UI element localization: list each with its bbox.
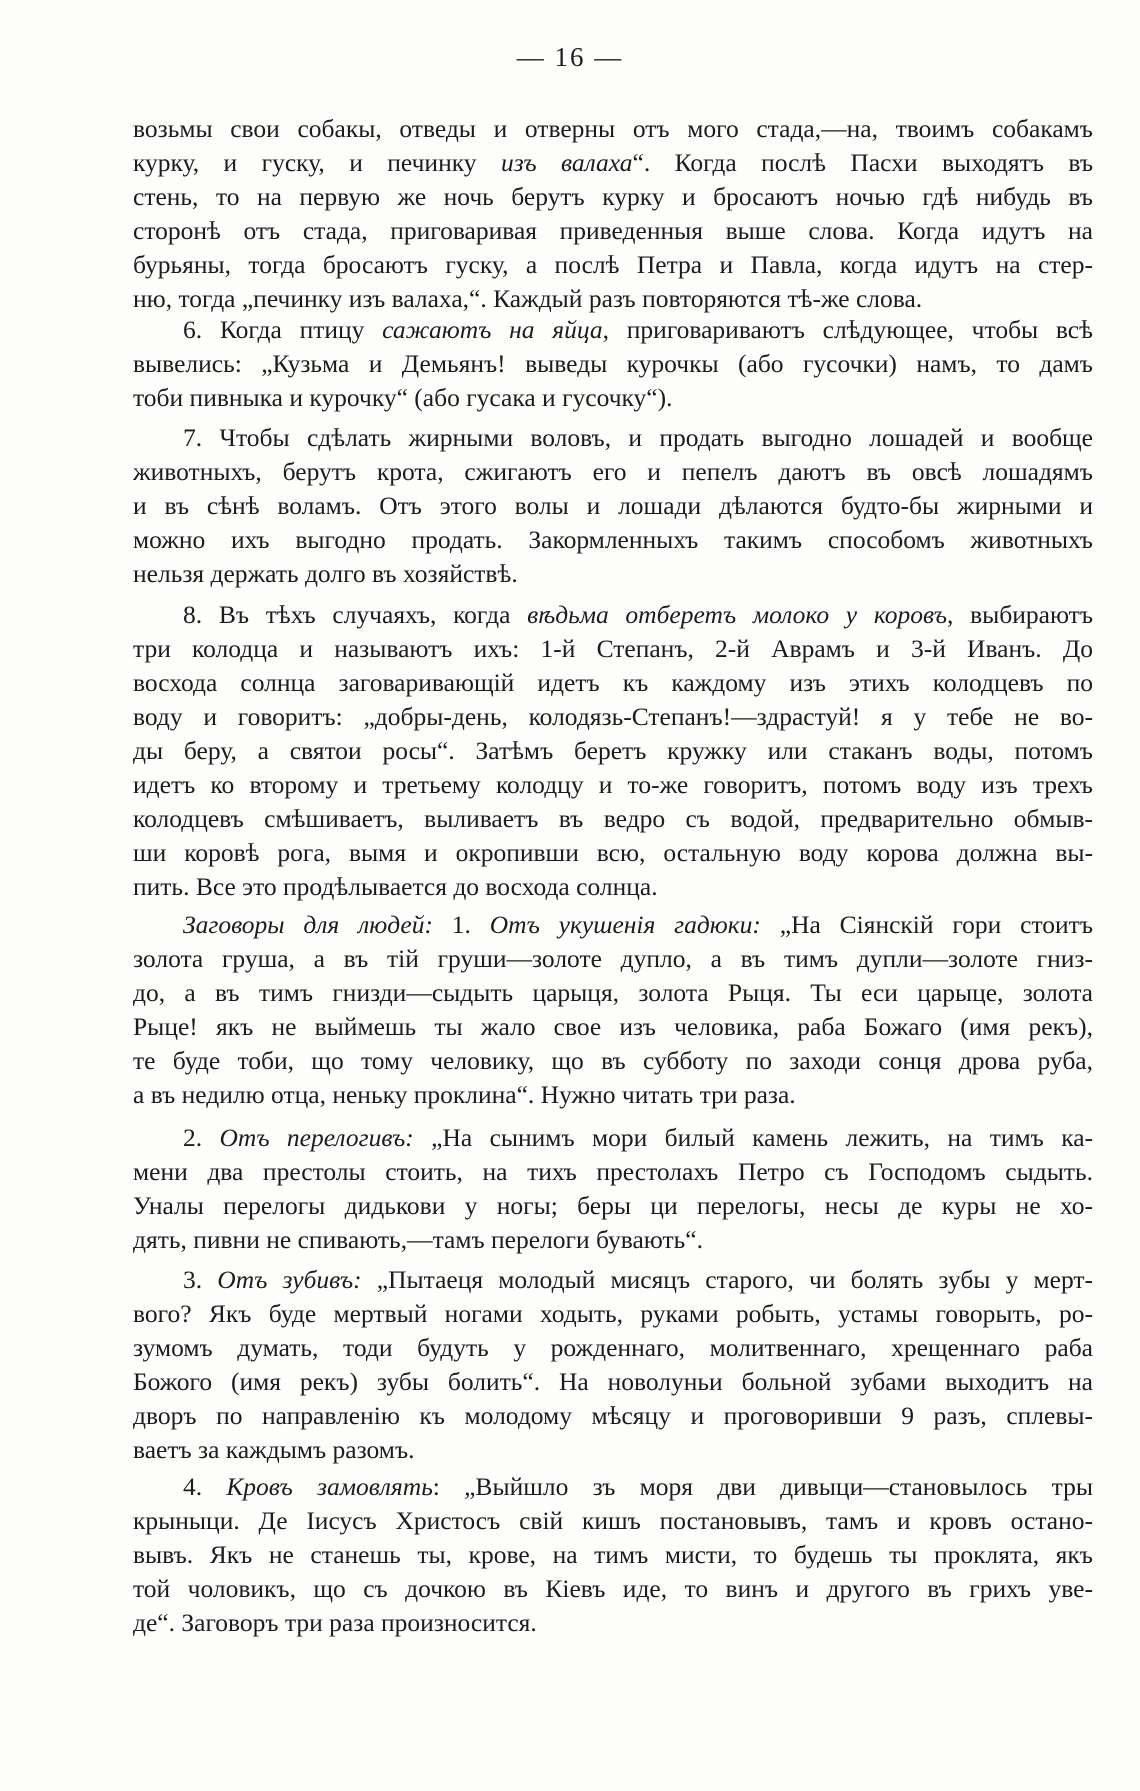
italic-text-segment: Кровъ замовлять: [226, 1472, 433, 1501]
text-segment: 8. Въ тѣхъ случаяхъ, когда: [183, 600, 528, 629]
text-line: [133, 1121, 1093, 1155]
text-line: животныхъ, берутъ крота, сжигаютъ его и пепелъ даютъ въ овсѣ лошадямъ: [133, 457, 1093, 486]
text-line: 7. Чтобы сдѣлать жирными воловъ, и продать выгодно лошадей и вообще: [183, 423, 1093, 452]
text-segment: : „Выйшло зъ моря дви дивыци—становылось тры: [432, 1472, 1094, 1501]
text-line: нельзя держать долго въ хозяйствѣ.: [133, 559, 518, 588]
text-line: [133, 146, 1093, 180]
text-line: восхода солнца заговаривающій идетъ къ каждому изъ этихъ колодцевъ по: [133, 668, 1093, 697]
italic-text-segment: Отъ зубивъ:: [217, 1265, 362, 1294]
text-line: той чоловикъ, що съ дочкою въ Кіевъ иде, то винъ и другого въ грихъ уве-: [133, 1574, 1093, 1603]
text-segment: курку, и гуску, и печинку: [133, 148, 501, 177]
page-number: [0, 42, 1140, 73]
text-line: вывелись: „Кузьма и Демьянъ! выведы курочкы (або гусочки) намъ, то дамъ: [133, 349, 1093, 378]
text-line: ши коровѣ рога, вымя и окропивши всю, остальную воду корова должна вы-: [133, 838, 1093, 867]
text-segment: 4.: [183, 1472, 227, 1501]
text-line: а въ недилю отца, неньку проклина“. Нужно читать три раза.: [133, 1080, 796, 1109]
italic-text-segment: вѣдьма отберетъ молоко у коровъ: [527, 600, 948, 629]
paragraph: [133, 421, 1093, 591]
text-line: Божого (имя рекъ) зубы болить“. На новолуньи больной зубами выходитъ на: [133, 1367, 1093, 1396]
page-number-dash-left: —: [516, 42, 546, 72]
text-line: до, а въ тимъ гнизди—сыдыть царыця, золота Рыця. Ты еси царыце, золота: [133, 978, 1093, 1007]
text-segment: 6. Когда птицу: [183, 315, 383, 344]
text-segment: , выбираютъ: [947, 600, 1093, 629]
text-line: возьмы свои собакы, отведы и отверны отъ мого стада,—на, твоимъ собакамъ: [133, 114, 1093, 143]
text-line: дять, пивни не спивають,—тамъ перелоги бувають“.: [133, 1225, 703, 1254]
paragraph: [133, 908, 1093, 1112]
paragraph: [133, 598, 1093, 904]
text-segment: „Пытаеця молодый мисяцъ старого, чи болять зубы у мерт-: [361, 1265, 1094, 1294]
text-line: колодцевъ смѣшиваетъ, выливаетъ въ ведро съ водой, предварительно обмыв-: [133, 804, 1093, 833]
paragraph: [133, 1121, 1093, 1257]
text-line: де“. Заговоръ три раза произносится.: [133, 1608, 537, 1637]
text-line: [133, 1263, 1093, 1297]
italic-text-segment: Отъ перелогивъ:: [219, 1123, 414, 1152]
page-number-value: 16: [554, 42, 586, 72]
text-line: [133, 598, 1093, 632]
text-segment: 2.: [183, 1123, 220, 1152]
text-line: вывъ. Якъ не станешь ты, крове, на тимъ мисти, то будешь ты проклята, якъ: [133, 1540, 1093, 1569]
text-segment: „На сынимъ мори билый камень лежить, на тимъ ка-: [413, 1123, 1094, 1152]
italic-text-segment: изъ валаха: [500, 148, 633, 177]
paragraph: [133, 112, 1093, 316]
paragraph: [133, 1263, 1093, 1467]
text-segment: 3.: [183, 1265, 218, 1294]
text-line: вого? Якъ буде мертвый ногами ходыть, руками робыть, устамы говорыть, ро-: [133, 1299, 1093, 1328]
text-line: Уналы перелогы дидькови у ногы; беры ци перелогы, несы де куры не хо-: [133, 1191, 1093, 1220]
text-line: ваетъ за каждымъ разомъ.: [133, 1435, 415, 1464]
text-line: те буде тоби, що тому человику, що въ субботу по заходи сонця дрова руба,: [133, 1046, 1093, 1075]
text-line: крыныци. Де Іисусъ Христосъ свій кишъ постановывъ, тамъ и кровъ остано-: [133, 1506, 1093, 1535]
text-line: пить. Все это продѣлывается до восхода солнца.: [133, 872, 658, 901]
italic-text-segment: Отъ укушенія гадюки:: [489, 910, 761, 939]
text-line: стень, то на первую же ночь берутъ курку и бросаютъ ночью гдѣ нибудь въ: [133, 182, 1093, 211]
page-number-dash-right: —: [594, 42, 624, 72]
text-line: тоби пивныка и курочку“ (або гусака и гусочку“).: [133, 383, 673, 412]
text-line: мени два престолы стоить, на тихъ престолахъ Петро съ Господомъ сыдыть.: [133, 1157, 1093, 1186]
italic-text-segment: сажаютъ на яйца: [382, 315, 603, 344]
text-line: зумомъ думать, тоди будуть у рожденнаго, молитвеннаго, хрещеннаго раба: [133, 1333, 1093, 1362]
text-segment: „На Сіянскій гори стоитъ: [760, 910, 1094, 939]
text-line: ню, тогда „печинку изъ валаха,“. Каждый разъ повторяются тѣ-же слова.: [133, 284, 923, 313]
text-line: воду и говоритъ: „добры-день, колодязь-Степанъ!—здрастуй! я у тебе не во-: [133, 702, 1093, 731]
text-segment: , приговариваютъ слѣдующее, чтобы всѣ: [602, 315, 1093, 344]
text-line: сторонѣ отъ стада, приговаривая приведенныя выше слова. Когда идутъ на: [133, 216, 1093, 245]
text-line: [133, 313, 1093, 347]
text-line: [133, 908, 1093, 942]
text-line: ды беру, а святои росы“. Затѣмъ беретъ кружку или стаканъ воды, потомъ: [133, 736, 1093, 765]
text-line: идетъ ко второму и третьему колодцу и то-же говоритъ, потомъ воду изъ трехъ: [133, 770, 1093, 799]
text-segment: “. Когда послѣ Пасхи выходятъ въ: [632, 148, 1093, 177]
text-line: и въ сѣнѣ воламъ. Отъ этого волы и лошади дѣлаются будто-бы жирными и: [133, 491, 1093, 520]
text-line: [133, 1470, 1093, 1504]
text-line: дворъ по направленію къ молодому мѣсяцу и проговоривши 9 разъ, сплевы-: [133, 1401, 1093, 1430]
text-line: Рыце! якъ не выймешь ты жало свое изъ человика, раба Божаго (имя рекъ),: [133, 1012, 1093, 1041]
text-line: бурьяны, тогда бросаютъ гуску, а послѣ Петра и Павла, когда идутъ на стер-: [133, 250, 1093, 279]
paragraph: [133, 313, 1093, 415]
text-line: золота груша, а въ тій груши—золоте дупло, а въ тимъ дупли—золоте гниз-: [133, 944, 1093, 973]
text-segment: 1.: [432, 910, 490, 939]
text-line: три колодца и называютъ ихъ: 1-й Степанъ, 2-й Аврамъ и 3-й Иванъ. До: [133, 634, 1093, 663]
paragraph: [133, 1470, 1093, 1640]
italic-text-segment: Заговоры для людей:: [183, 910, 433, 939]
text-line: можно ихъ выгодно продать. Закормленныхъ такимъ способомъ животныхъ: [133, 525, 1093, 554]
